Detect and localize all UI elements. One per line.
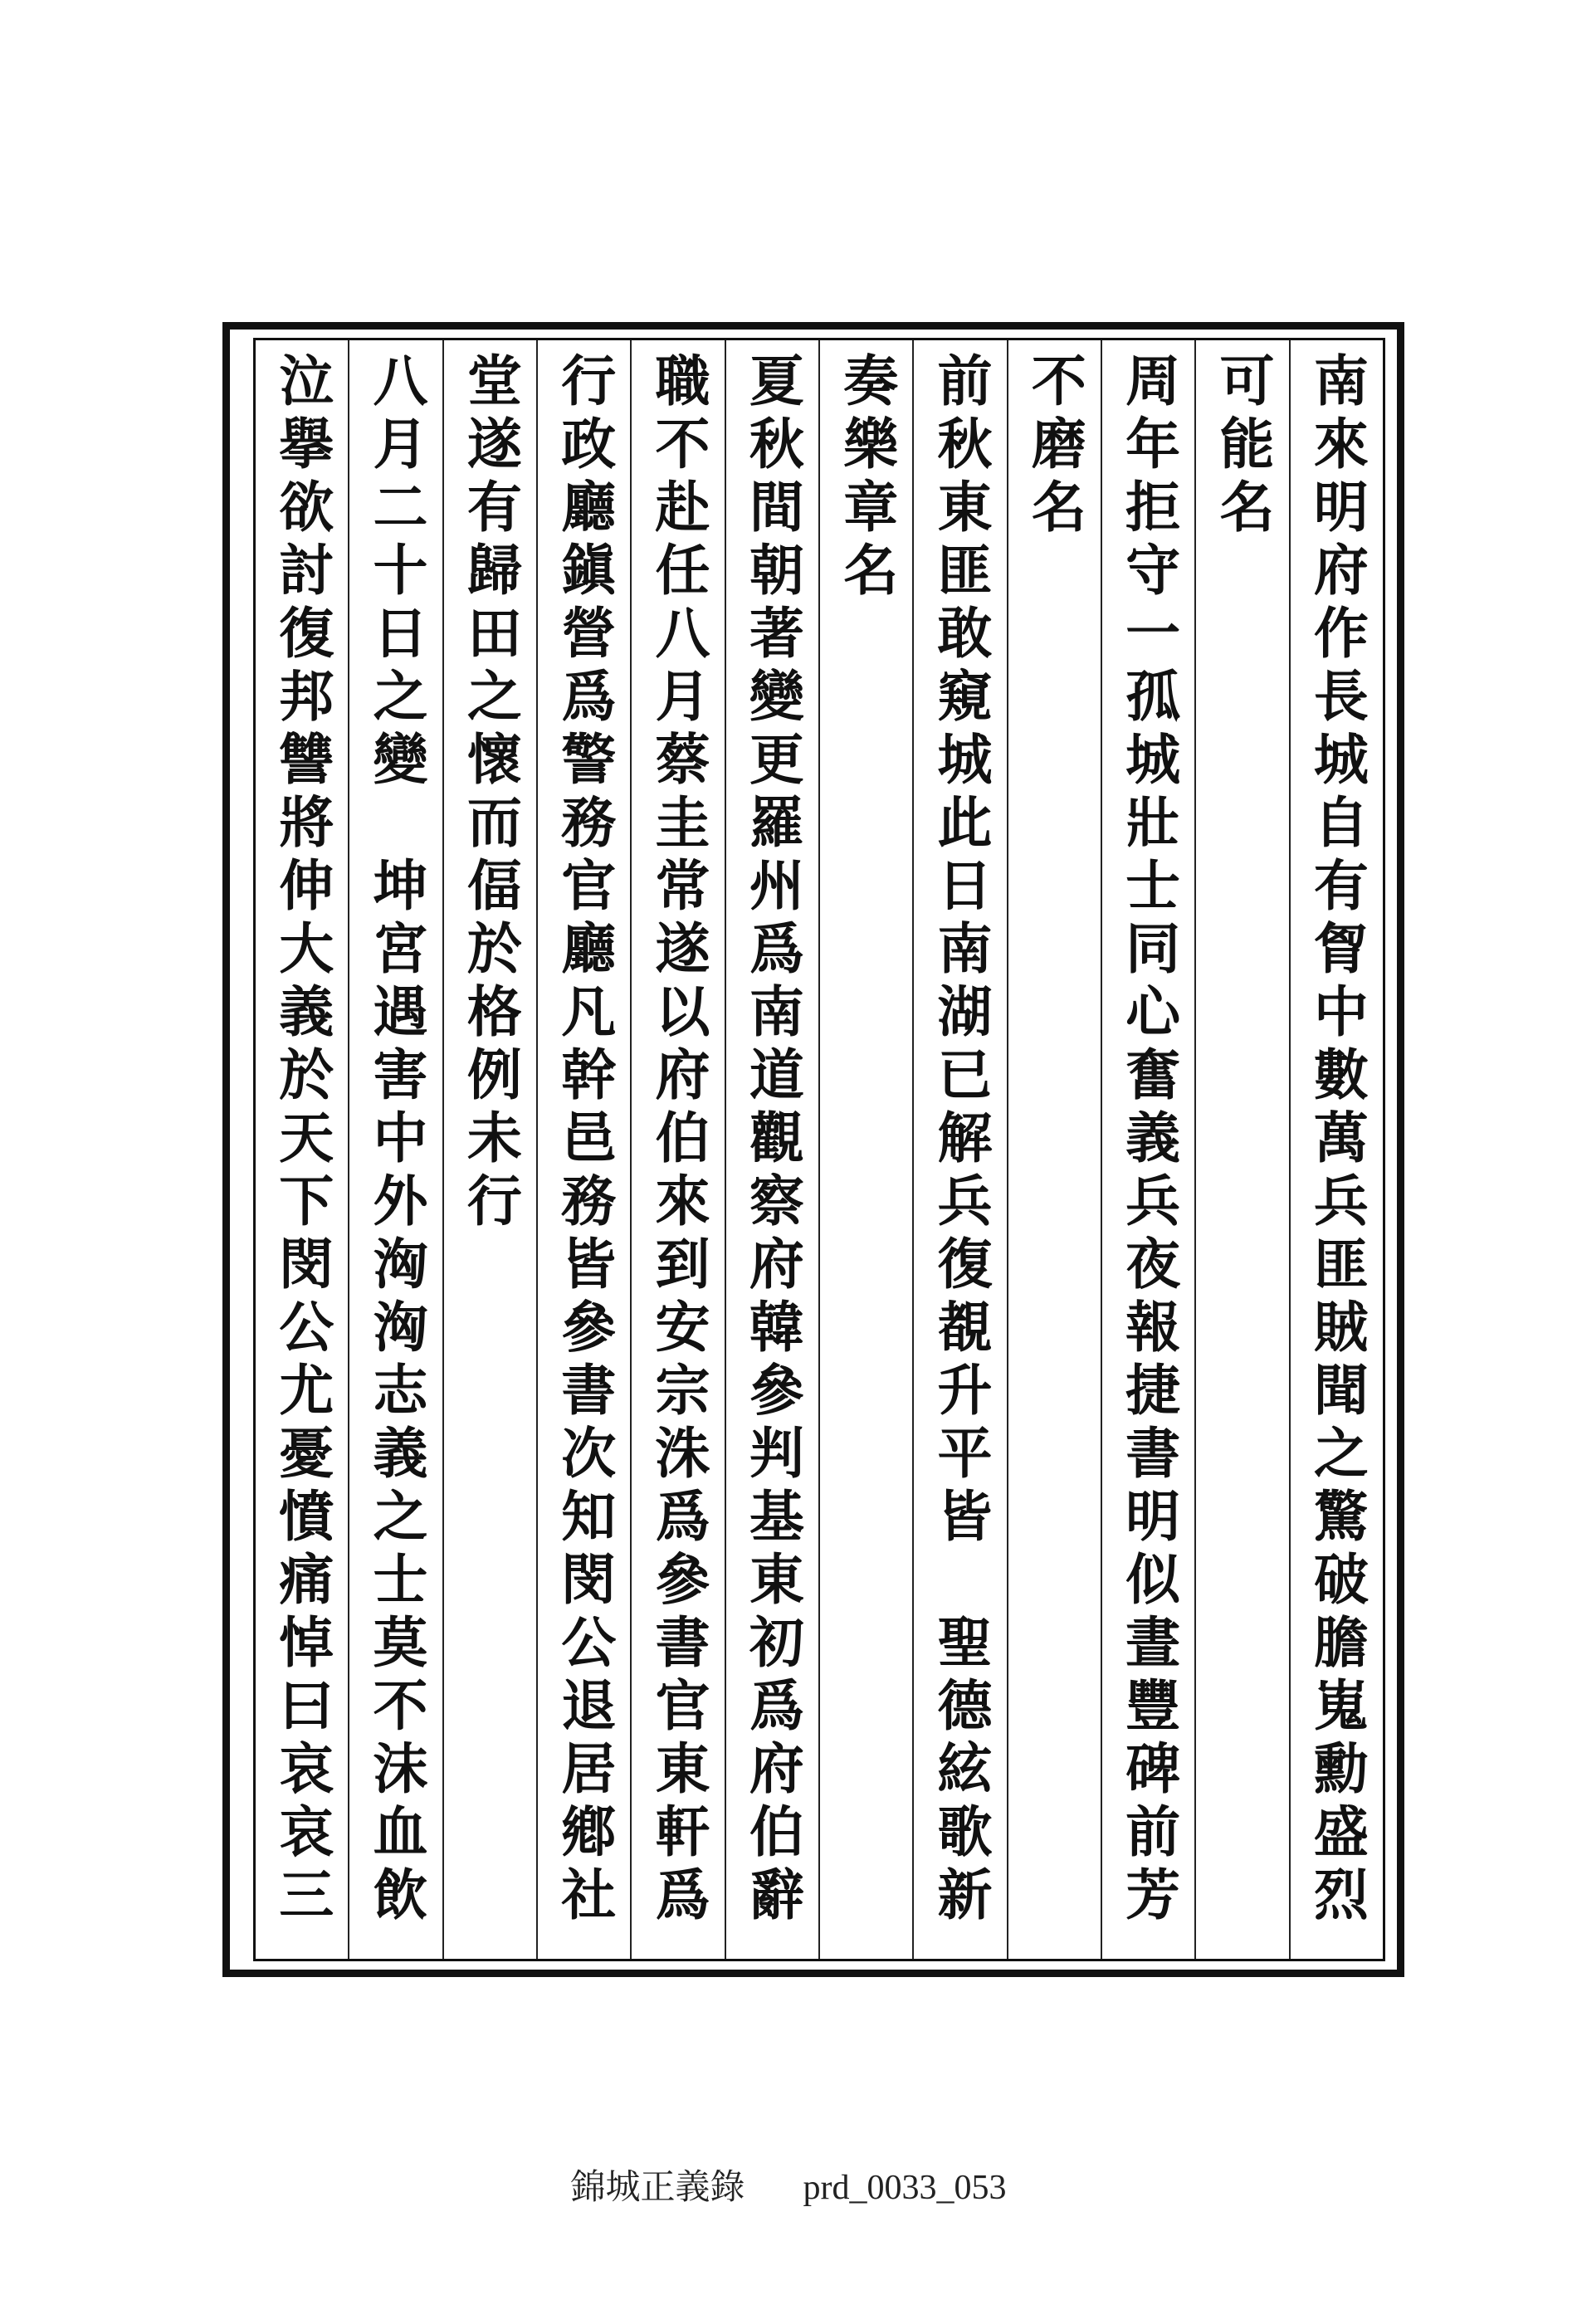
text-column [256, 340, 348, 1959]
text-column [442, 340, 536, 1959]
page-frame [222, 322, 1404, 1977]
page-caption [0, 2160, 1577, 2209]
text-column [1194, 340, 1288, 1959]
page-id: prd_0033_053 [803, 2169, 1007, 2207]
text-column [912, 340, 1006, 1959]
text-column [1289, 340, 1383, 1959]
column-text: 夏秋間朝著變更羅州爲南道觀察府韓參判基東初爲府伯辭 [740, 352, 805, 1929]
text-column [1101, 340, 1194, 1959]
column-text: 南來明府作長城自有胷中數萬兵匪賊聞之驚破膽嵬勳盛烈 [1304, 352, 1370, 1929]
text-column [818, 340, 912, 1959]
column-text: 不磨名 [1022, 352, 1087, 541]
column-text: 職不赴任八月蔡圭常遂以府伯來到安宗洙爲參書官東軒爲 [646, 352, 711, 1929]
text-block [253, 338, 1385, 1961]
column-text: 前秋東匪敢窺城此日南湖已解兵復覩升平皆 聖德絃歌新 [928, 352, 994, 1929]
book-title: 錦城正義錄 [570, 2169, 745, 2207]
text-column [536, 340, 630, 1959]
text-column [630, 340, 724, 1959]
column-text: 堂遂有歸田之懷而偪於格例未行 [457, 352, 523, 1235]
text-column [348, 340, 442, 1959]
column-text: 周年拒守一孤城壯士同心奮義兵夜報捷書明似晝豐碑前芳 [1116, 352, 1181, 1929]
column-text: 八月二十日之變 坤宮遇害中外洶洶志義之士莫不沫血飲 [364, 352, 429, 1929]
column-text: 行政廳鎭營爲警務官廳凡幹邑務皆參書次知閔公退居鄕社 [551, 352, 617, 1929]
text-column [1007, 340, 1101, 1959]
column-text: 可能名 [1210, 352, 1275, 541]
column-text: 泣擧欲討復邦讐將伸大義於天下閔公尤憂憤痛悼曰哀哀三 [269, 352, 334, 1929]
column-text: 奏樂章名 [833, 352, 899, 604]
text-column [725, 340, 818, 1959]
